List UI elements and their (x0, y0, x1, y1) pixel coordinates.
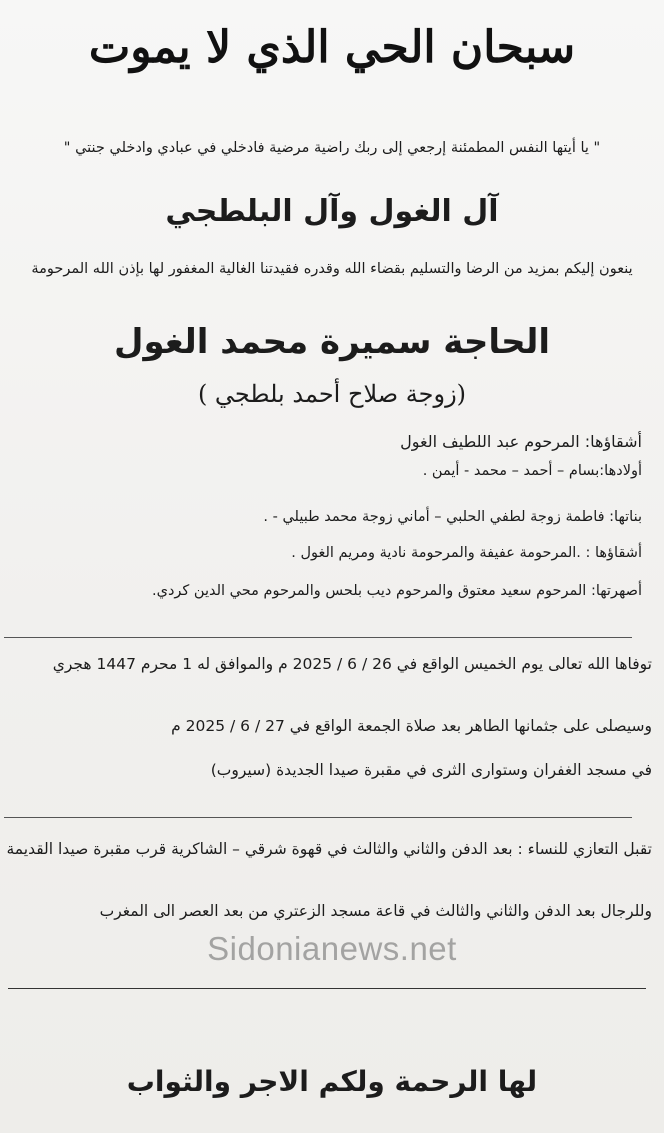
closing-text: لها الرحمة ولكم الاجر والثواب (126, 1065, 538, 1098)
sisters-line: أشقاؤها : .المرحومة عفيفة والمرحومة نادية ومريم الغول . (291, 545, 642, 561)
divider (4, 817, 632, 818)
death-date-line: توفاها الله تعالى يوم الخميس الواقع في 26 / 6 / 2025 م والموافق له 1 محرم 1447 هجري (52, 655, 652, 673)
burial-line: في مسجد الغفران وستوارى الثرى في مقبرة صيدا الجديدة (سيروب) (210, 761, 652, 779)
quran-verse: " يا أيتها النفس المطمئنة إرجعي إلى ربك راضية مرضية فادخلي في عبادي وادخلي جنتي " (63, 140, 601, 156)
families-title: آل الغول وآل البلطجي (165, 194, 499, 229)
condolences-men: وللرجال بعد الدفن والثاني والثالث في قاعة مسجد الزعتري من بعد العصر الى المغرب (99, 902, 652, 920)
deceased-name: الحاجة سميرة محمد الغول (113, 322, 551, 362)
brothers-line: أشقاؤها: المرحوم عبد اللطيف الغول (400, 432, 642, 451)
deceased-spouse: (زوجة صلاح أحمد بلطجي ) (197, 380, 467, 408)
divider (4, 637, 632, 638)
daughters-line: بناتها: فاطمة زوجة لطفي الحلبي – أماني زوجة محمد طبيلي - . (263, 509, 642, 525)
divider (8, 988, 646, 989)
prayer-line: وسيصلى على جثمانها الطاهر بعد صلاة الجمعة الواقع في 27 / 6 / 2025 م (171, 717, 652, 735)
in-laws-line: أصهرتها: المرحوم سعيد معتوق والمرحوم ديب بلحس والمرحوم محي الدين كردي. (151, 583, 642, 599)
announcement-text: ينعون إليكم بمزيد من الرضا والتسليم بقضاء الله وقدره فقيدتنا الغالية المغفور لها بإذن الله المرحومة (31, 261, 633, 277)
watermark: Sidonianews.net (207, 930, 457, 967)
sons-line: أولادها:بسام – أحمد – محمد - أيمن . (422, 463, 642, 479)
condolences-women: تقبل التعازي للنساء : بعد الدفن والثاني والثالث في قهوة شرقي – الشاكرية قرب مقبرة صيدا القديمة (6, 840, 652, 858)
calligraphy-header: سبحان الحي الذي لا يموت (88, 22, 576, 73)
